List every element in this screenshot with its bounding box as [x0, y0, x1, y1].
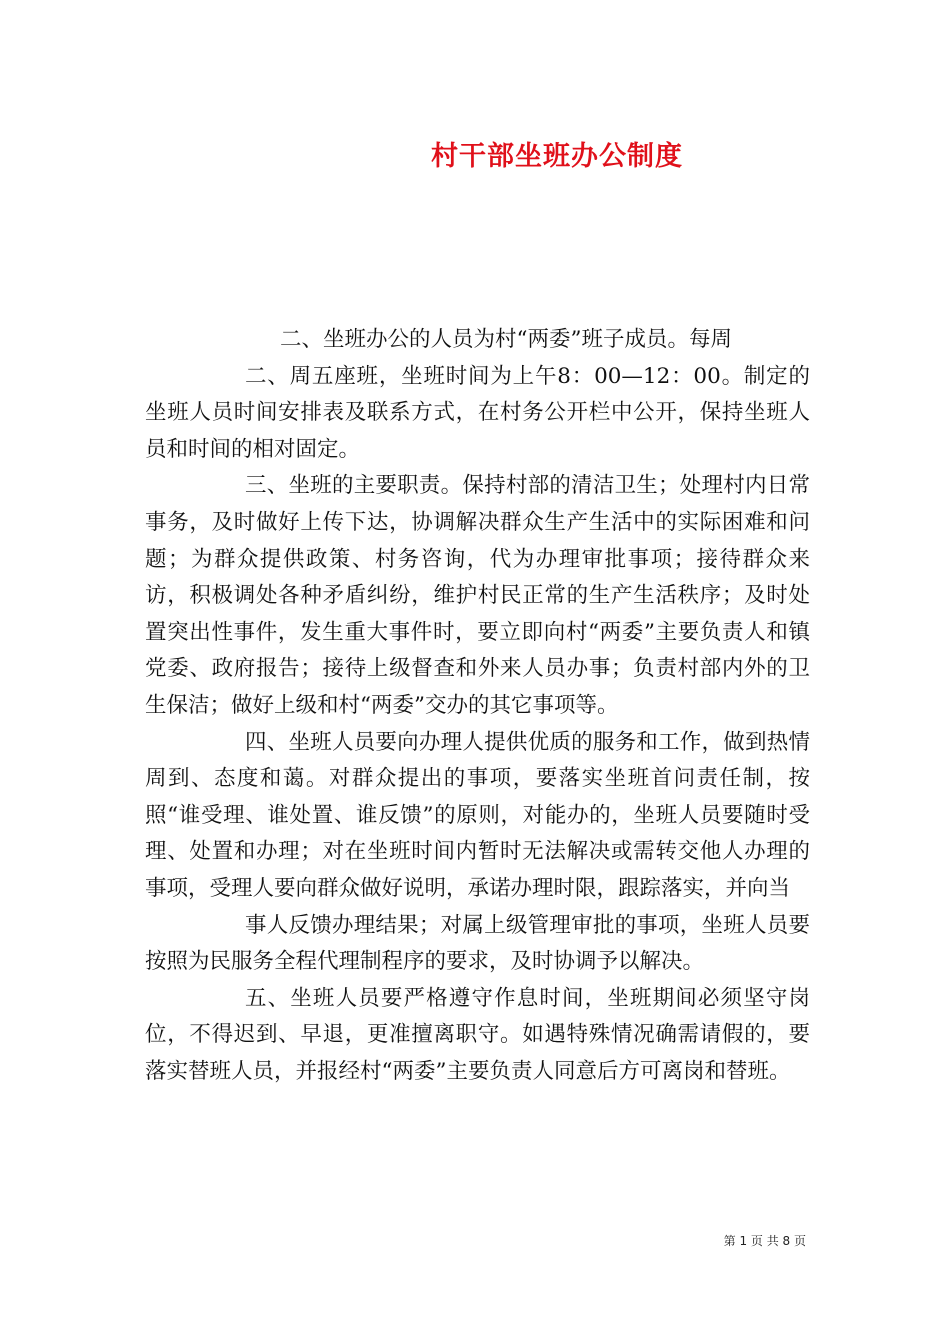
document-title: 村干部坐班办公制度 [431, 141, 683, 172]
paragraph-3: 三、坐班的主要职责。保持村部的清洁卫生；处理村内日常事务，及时做好上传下达，协调解决群众生产生活中的实际困难和问题；为群众提供政策、村务咨询，代为办理审批事项；接待群众来访，积极调处各种矛盾纠纷，维护村民正常的生产生活秩序；及时处置突出性事件，发生重大事件时，要立即向村“两委”主要负责人和镇党委、政府报告；接待上级督查和外来人员办事；负责村部内外的卫生保洁；做好上级和村“两委”交办的其它事项等。 [145, 473, 810, 718]
page-number-footer: 第 1 页 共 8 页 [723, 1234, 806, 1248]
paragraph-6: 五、坐班人员要严格遵守作息时间，坐班期间必须坚守岗位，不得迟到、早退，更准擅离职守。如遇特殊情况确需请假的，要落实替班人员，并报经村“两委”主要负责人同意后方可离岗和替班。 [145, 985, 810, 1084]
paragraph-2: 二、周五座班，坐班时间为上午8：00—12：00。制定的坐班人员时间安排表及联系方式，在村务公开栏中公开，保持坐班人员和时间的相对固定。 [145, 363, 810, 462]
paragraph-5: 事人反馈办理结果；对属上级管理审批的事项，坐班人员要按照为民服务全程代理制程序的要求，及时协调予以解决。 [145, 912, 810, 975]
paragraph-1: 二、坐班办公的人员为村“两委”班子成员。每周 [280, 327, 732, 352]
document-body [145, 322, 810, 1090]
paragraph-4: 四、坐班人员要向办理人提供优质的服务和工作，做到热情周到、态度和蔼。对群众提出的事项，要落实坐班首问责任制，按照“谁受理、谁处置、谁反馈”的原则，对能办的，坐班人员要随时受理、处置和办理；对在坐班时间内暂时无法解决或需转交他人办理的事项，受理人要向群众做好说明，承诺办理时限，跟踪落实，并向当 [145, 729, 810, 901]
